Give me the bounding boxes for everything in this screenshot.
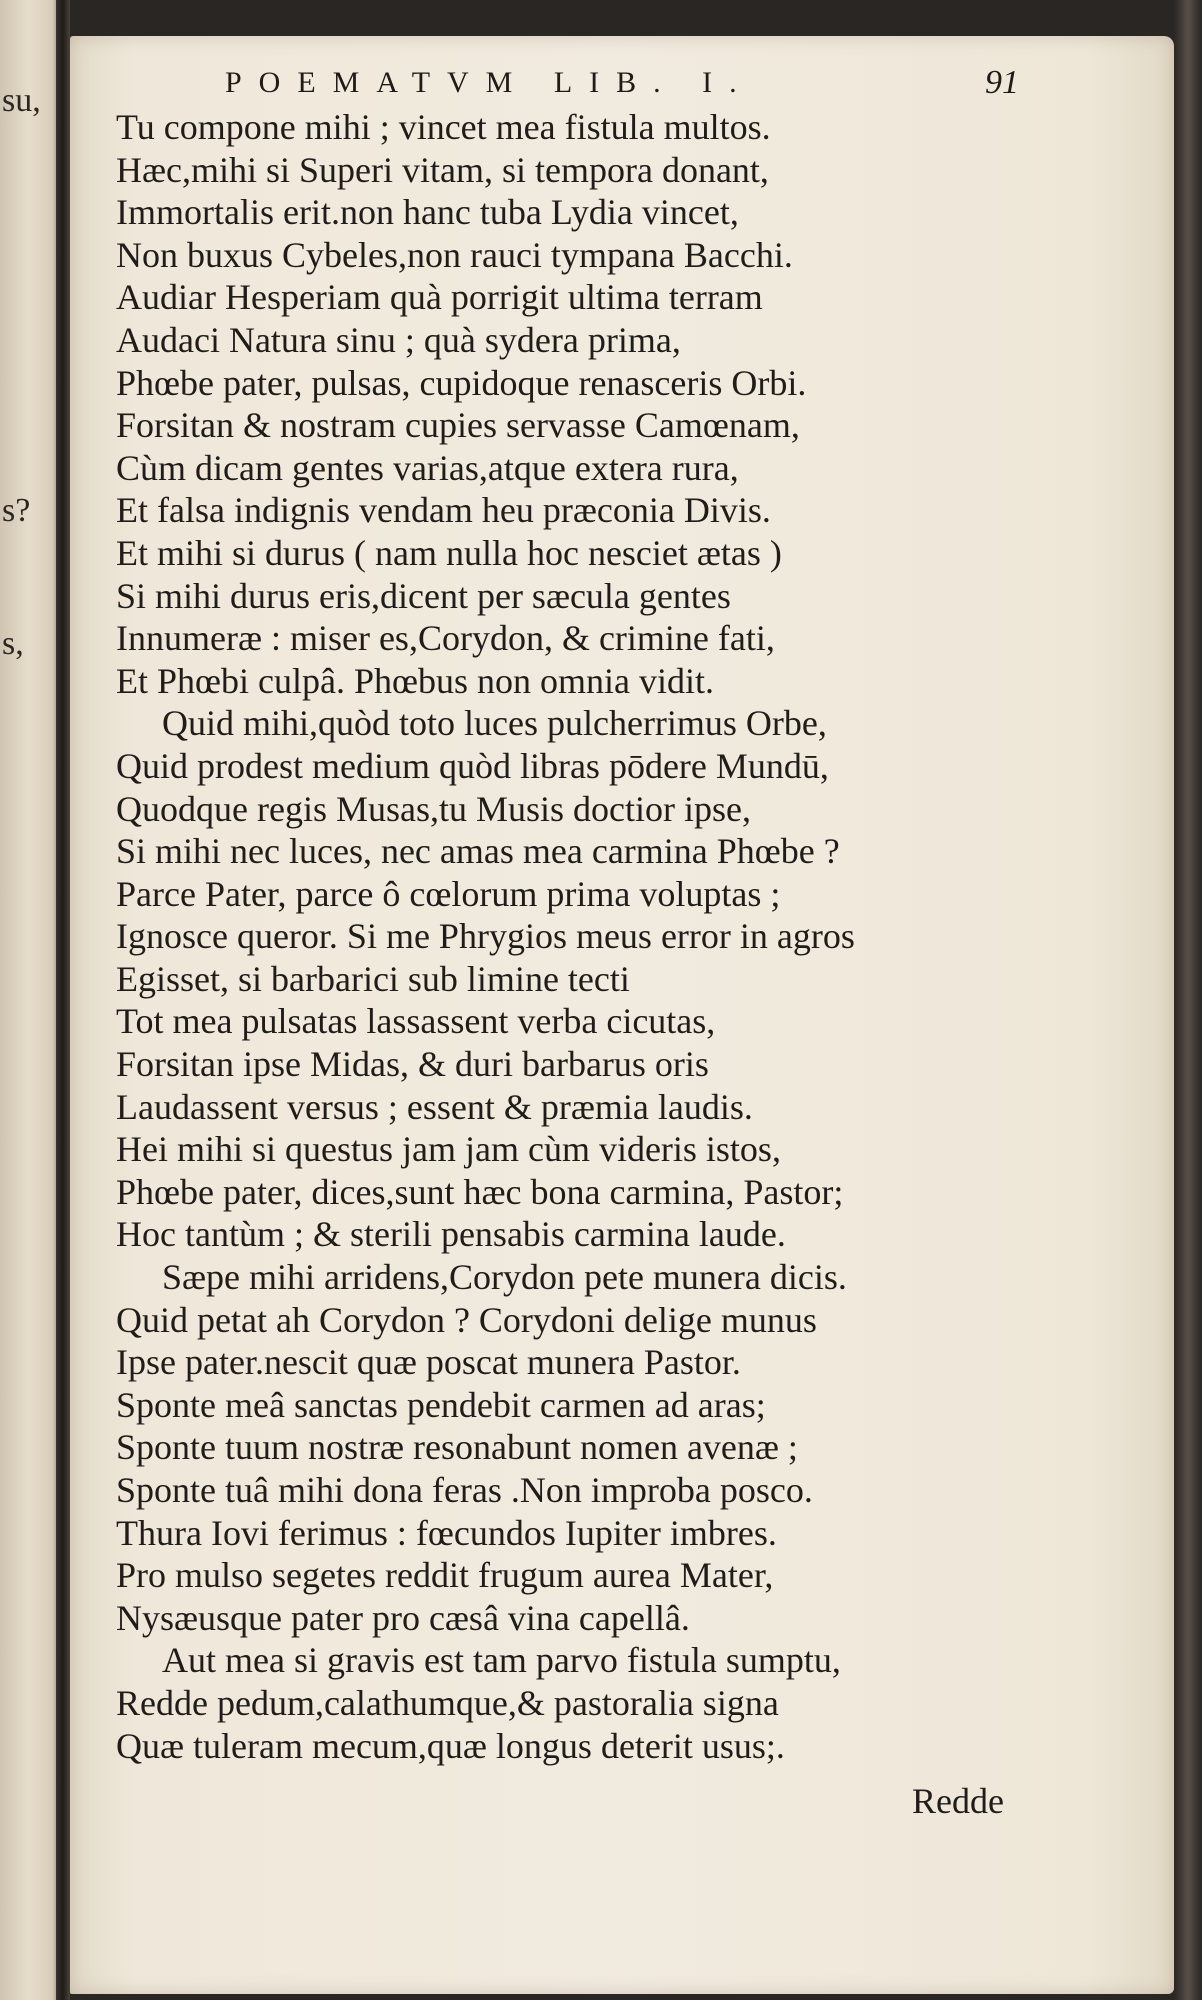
verse-line: Si mihi durus eris,dicent per sæcula gentes [116,575,731,616]
verse-line: Quæ tuleram mecum,quæ longus deterit usus;. [116,1725,785,1766]
verse-line: Audiar Hesperiam quà porrigit ultima terram [116,277,763,318]
verse-text-block [116,106,1036,1767]
verse-line: Egisset, si barbarici sub limine tecti [116,958,630,999]
verse-line: Nysæusque pater pro cæsâ vina capellâ. [116,1597,690,1638]
verse-line: Sponte tuum nostræ resonabunt nomen avenæ ; [116,1427,798,1468]
verse-line: Cùm dicam gentes varias,atque extera rura, [116,447,739,488]
verse-line: Parce Pater, parce ô cœlorum prima voluptas ; [116,873,781,914]
page-number: 91 [985,64,1019,101]
verse-line: Hæc,mihi si Superi vitam, si tempora donant, [116,149,769,190]
verse-line: Quid petat ah Corydon ? Corydoni delige munus [116,1299,817,1340]
verse-line: Ignosce queror. Si me Phrygios meus error in agros [116,916,855,957]
catchword: Redde [912,1781,1004,1821]
page-edge-shadow [1174,0,1202,2000]
verse-line: Sæpe mihi arridens,Corydon pete munera dicis. [162,1257,847,1298]
verse-line: Audaci Natura sinu ; quà sydera prima, [116,319,681,360]
verse-line: Tu compone mihi ; vincet mea fistula multos. [116,107,771,147]
verse-line: Aut mea si gravis est tam parvo fistula sumptu, [162,1640,841,1681]
verse-line: Quodque regis Musas,tu Musis doctior ipse, [116,788,751,829]
verse-line: Si mihi nec luces, nec amas mea carmina Phœbe ? [116,831,840,872]
verse-line: Et Phœbi culpâ. Phœbus non omnia vidit. [116,660,714,701]
verse-line: Ipse pater.nescit quæ poscat munera Pastor. [116,1342,741,1383]
verse-line: Sponte tuâ mihi dona feras .Non improba posco. [116,1470,813,1510]
verse-line: Hoc tantùm ; & sterili pensabis carmina laude. [116,1214,786,1255]
verse-line: Thura Iovi ferimus : fœcundos Iupiter imbres. [116,1512,777,1553]
verse-line: Sponte meâ sanctas pendebit carmen ad aras; [116,1384,766,1425]
verse-line: Innumeræ : miser es,Corydon, & crimine fati, [116,618,775,659]
verse-line: Pro mulso segetes reddit frugum aurea Mater, [116,1555,774,1596]
running-head: POEMATVM LIB. I. [225,66,754,99]
margin-fragment: s, [2,625,24,662]
margin-fragment: s? [2,492,31,529]
verse-line: Hei mihi si questus jam jam cùm videris istos, [116,1129,781,1170]
verse-line: Quid prodest medium quòd libras pōdere Mundū, [116,745,829,786]
verse-line: Non buxus Cybeles,non rauci tympana Bacchi. [116,234,793,275]
verse-line: Forsitan ipse Midas, & duri barbarus oris [116,1044,709,1085]
verse-line: Tot mea pulsatas lassassent verba cicutas, [116,1001,716,1042]
verse-line: Phœbe pater, pulsas, cupidoque renasceris Orbi. [116,362,807,403]
verse-line: Redde pedum,calathumque,& pastoralia signa [116,1682,779,1723]
verse-line: Et falsa indignis vendam heu præconia Divis. [116,490,771,531]
margin-fragment: su, [2,82,41,119]
verse-line: Et mihi si durus ( nam nulla hoc nesciet ætas ) [116,532,782,573]
verse-line: Quid mihi,quòd toto luces pulcherrimus Orbe, [162,703,827,744]
verse-line: Forsitan & nostram cupies servasse Camœnam, [116,405,800,446]
verse-line: Phœbe pater, dices,sunt hæc bona carmina, Pastor; [116,1171,844,1212]
verse-line: Laudassent versus ; essent & præmia laudis. [116,1086,753,1127]
verse-line: Immortalis erit.non hanc tuba Lydia vincet, [116,192,739,233]
book-gutter [56,0,70,2000]
